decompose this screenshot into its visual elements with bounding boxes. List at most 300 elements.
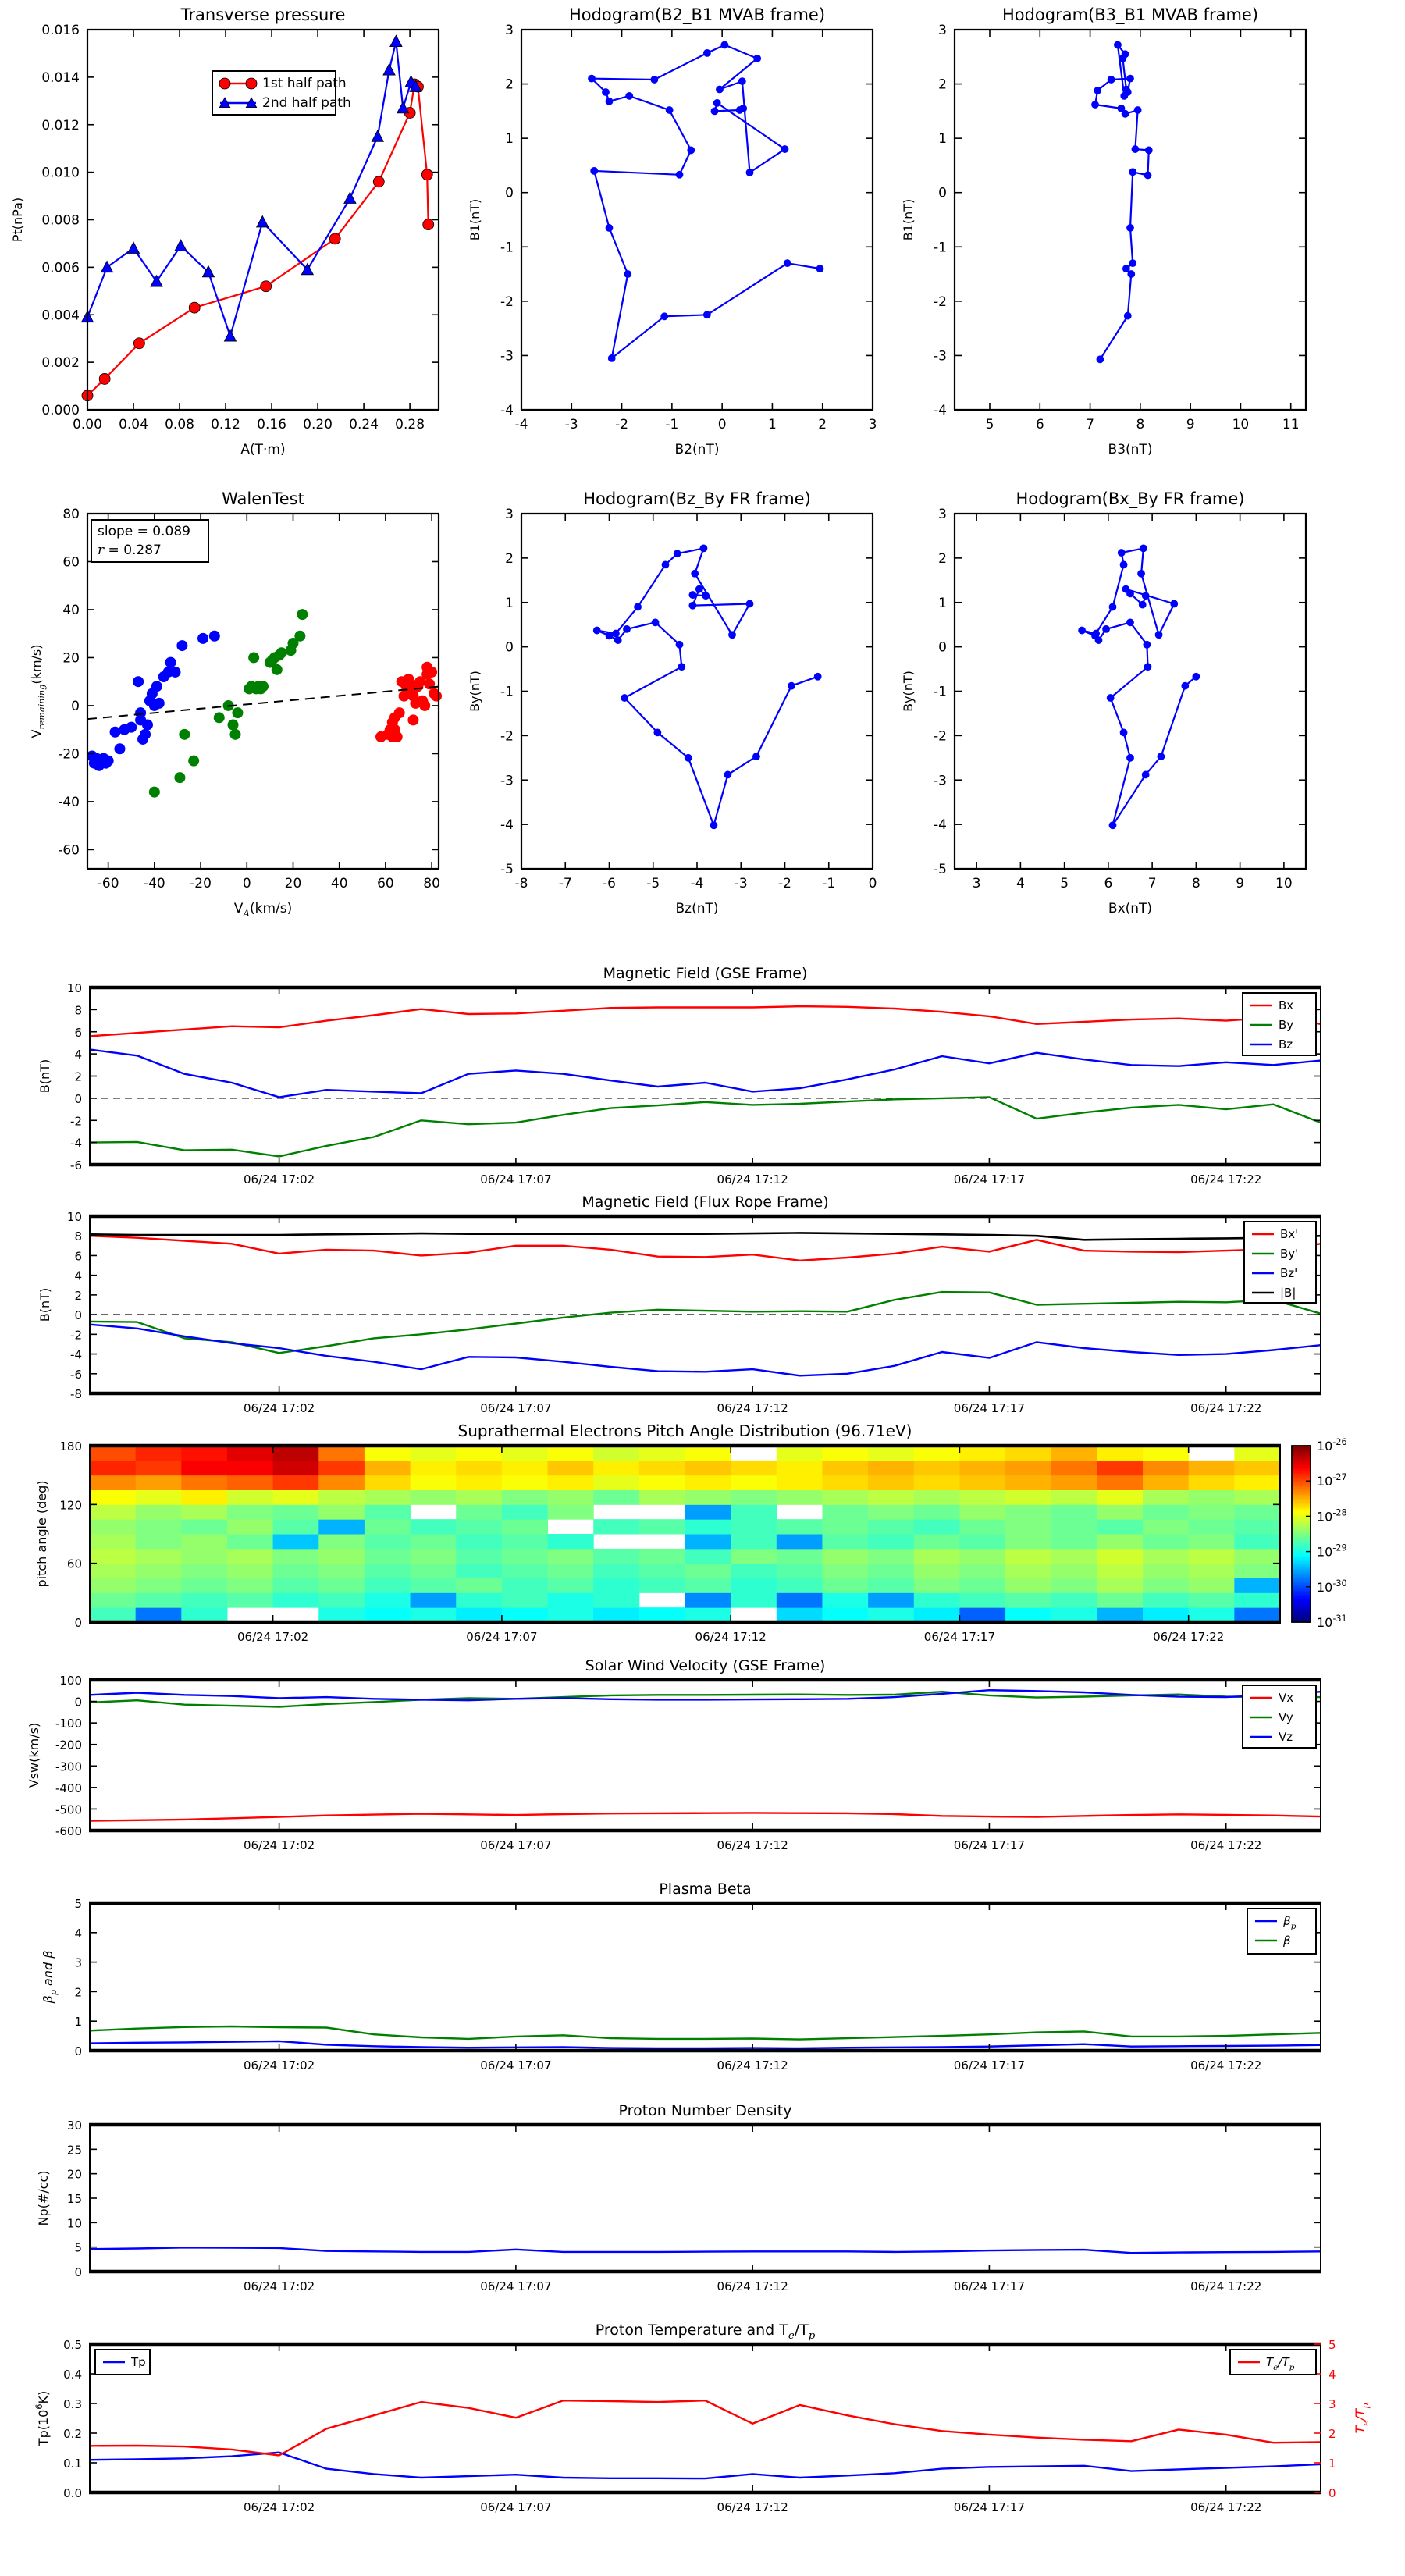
heatmap-cell [411, 1592, 457, 1607]
heatmap-cell [1143, 1504, 1189, 1519]
heatmap-cell [181, 1519, 227, 1534]
heatmap-cell [136, 1592, 182, 1607]
chart-title: Proton Temperature and $T_e/T_p$ [595, 2322, 816, 2342]
heatmap-cell [1097, 1549, 1143, 1564]
heatmap-cell [273, 1461, 319, 1475]
scatter-point [151, 681, 162, 692]
heatmap-cell [868, 1549, 914, 1564]
heatmap-cell [365, 1607, 411, 1622]
circle-marker [603, 89, 610, 96]
heatmap-cell [593, 1578, 639, 1593]
heatmap-cell [685, 1578, 731, 1593]
heatmap-cell [959, 1461, 1005, 1475]
y-tick-label: 30 [66, 2119, 82, 2133]
heatmap-cell [639, 1607, 685, 1622]
heatmap-cell [318, 1564, 365, 1578]
heatmap-cell [1097, 1534, 1143, 1549]
heatmap-cell [777, 1564, 823, 1578]
series-beta [90, 2026, 1321, 2040]
heatmap-cell [1005, 1490, 1051, 1505]
heatmap-cell [1234, 1592, 1280, 1607]
circle-marker [1129, 260, 1136, 267]
x-tick-label: 5 [1060, 876, 1069, 891]
heatmap-cell [822, 1607, 868, 1622]
heatmap-cell [593, 1446, 639, 1461]
y-tick-label: 3 [505, 507, 514, 522]
heatmap-cell [593, 1490, 639, 1505]
heatmap-cell [1097, 1504, 1143, 1519]
legend-label: 2nd half path [262, 95, 351, 111]
series-Vx [90, 1813, 1321, 1820]
heatmap-cell [365, 1578, 411, 1593]
circle-marker [1122, 86, 1129, 93]
heatmap-cell [456, 1490, 502, 1505]
circle-marker [589, 75, 596, 82]
x-tick-label: 06/24 17:02 [243, 1838, 315, 1852]
circle-marker [729, 632, 736, 639]
heatmap-cell [1005, 1578, 1051, 1593]
circle-marker [606, 632, 613, 639]
y-tick-label: 2 [74, 1069, 82, 1084]
scatter-middle-interval [149, 609, 308, 798]
heatmap-cell [685, 1475, 731, 1490]
heatmap-cell [731, 1475, 777, 1490]
scatter-point [294, 631, 305, 642]
heatmap-cell [777, 1490, 823, 1505]
series-B3_B1 path [1095, 45, 1149, 360]
series-Te/Tp [90, 2400, 1321, 2455]
heatmap-cell [502, 1607, 548, 1622]
heatmap-cell [90, 1490, 136, 1505]
y-tick-label: 0.0 [63, 2486, 82, 2500]
circle-marker [1139, 601, 1146, 608]
x-tick-label: -8 [514, 876, 528, 891]
heatmap-cell [1005, 1475, 1051, 1490]
heatmap-cell [90, 1446, 136, 1461]
scatter-point [297, 609, 308, 620]
x-tick-label: 06/24 17:22 [1190, 1838, 1262, 1852]
series-Bx_By path [1082, 548, 1196, 825]
heatmap-cell [1005, 1446, 1051, 1461]
scatter-point [188, 756, 199, 767]
y-tick-label: -8 [70, 1387, 82, 1401]
circle-marker [674, 550, 681, 557]
heatmap-cell [365, 1504, 411, 1519]
scatter-point [431, 691, 442, 702]
y-tick-label: -1 [934, 240, 947, 256]
x-axis-label: Bx(nT) [1108, 901, 1153, 916]
annotation-box [91, 520, 208, 562]
x-tick-label: 06/24 17:12 [717, 2500, 788, 2514]
colorbar-tick-label: $10^{-28}$ [1317, 1507, 1347, 1525]
x-tick-label: 06/24 17:07 [480, 1838, 552, 1852]
circle-marker [1108, 76, 1115, 84]
heatmap-cell [136, 1490, 182, 1505]
y-tick-label: -2 [70, 1114, 82, 1129]
y-tick-label: -100 [55, 1717, 82, 1731]
heatmap-cell [777, 1534, 823, 1549]
heatmap-cell [1005, 1461, 1051, 1475]
heatmap-cell [777, 1607, 823, 1622]
heatmap-cell [318, 1578, 365, 1593]
legend [212, 71, 351, 115]
heatmap-cell [822, 1549, 868, 1564]
heatmap-cell [181, 1475, 227, 1490]
y-tick-label: 3 [938, 507, 947, 522]
y-tick-label: -2 [70, 1328, 82, 1343]
x-tick-label: 06/24 17:17 [953, 2500, 1026, 2514]
heatmap-cell [639, 1578, 685, 1593]
heatmap-cell [548, 1475, 594, 1490]
x-tick-label: 9 [1236, 876, 1245, 891]
circle-marker [1120, 561, 1127, 568]
heatmap-cell [318, 1475, 365, 1490]
legend-label: Bx' [1280, 1227, 1299, 1241]
panel-magnetic-field-flux-rope [37, 1194, 1321, 1415]
y-tick-label: -200 [55, 1738, 82, 1752]
circle-marker [219, 78, 230, 89]
scatter-point [126, 722, 137, 733]
panel-walen-test [29, 489, 442, 919]
heatmap-cell [1051, 1461, 1097, 1475]
heatmap-cell [273, 1564, 319, 1578]
y-tick-label: 0.1 [63, 2457, 82, 2471]
legend-box [1247, 1909, 1316, 1954]
x-tick-label: 06/24 17:07 [480, 1172, 552, 1187]
y-tick-label: 0.016 [41, 23, 80, 38]
scatter-point [419, 700, 430, 711]
circle-marker [666, 106, 673, 113]
x-tick-label: 06/24 17:12 [717, 2058, 788, 2073]
scatter-point [272, 664, 283, 675]
heatmap-cell [1234, 1461, 1280, 1475]
y-tick-label: 0 [74, 2265, 82, 2279]
scatter-point [197, 633, 208, 644]
heatmap-cell [731, 1549, 777, 1564]
circle-marker [1128, 271, 1135, 278]
x-tick-label: -40 [143, 876, 165, 891]
heatmap-cell [411, 1564, 457, 1578]
heatmap-cell [90, 1607, 136, 1622]
circle-marker [716, 86, 723, 93]
circle-marker [1144, 172, 1151, 179]
y-tick-label: 60 [62, 554, 80, 571]
heatmap-cell [914, 1461, 960, 1475]
circle-marker [651, 76, 658, 84]
scatter-point [154, 698, 165, 709]
heatmap-cell [227, 1519, 273, 1534]
circle-marker [652, 619, 659, 626]
heatmap-cell [456, 1607, 502, 1622]
heatmap-cell [411, 1490, 457, 1505]
heatmap-cell [365, 1490, 411, 1505]
x-tick-label: 8 [1136, 417, 1145, 432]
scatter-point [114, 743, 125, 754]
y-tick-label: 0.4 [63, 2368, 82, 2382]
y-tick-label: -300 [55, 1759, 82, 1774]
heatmap-cell [548, 1534, 594, 1549]
y-tick-label: 0 [71, 698, 80, 714]
y-tick-label: 3 [938, 23, 947, 38]
y-tick-label: 0.004 [41, 308, 80, 324]
heatmap-cell [136, 1534, 182, 1549]
y-tick-label: 1 [505, 595, 514, 611]
y-tick-label: 2 [938, 550, 947, 567]
heatmap-cell [1051, 1475, 1097, 1490]
heatmap-cell [1051, 1592, 1097, 1607]
heatmap-cell [593, 1607, 639, 1622]
y-tick-label: 2 [74, 1288, 82, 1303]
heatmap-cell [822, 1592, 868, 1607]
y-tick-label: 10 [66, 2216, 82, 2231]
y-tick-label: -400 [55, 1781, 82, 1795]
heatmap-cell [1189, 1461, 1235, 1475]
circle-marker [1144, 641, 1151, 648]
heatmap-cell [1189, 1592, 1235, 1607]
heatmap-cell [1234, 1549, 1280, 1564]
heatmap-cell [411, 1578, 457, 1593]
heatmap-cell [456, 1534, 502, 1549]
triangle-marker [175, 240, 187, 251]
x-tick-label: -60 [97, 876, 119, 891]
chart-title: Plasma Beta [659, 1880, 752, 1898]
heatmap-cell [685, 1461, 731, 1475]
legend-label: By [1279, 1018, 1294, 1032]
heatmap-cell [273, 1475, 319, 1490]
heatmap-cell [822, 1461, 868, 1475]
heatmap-cell [273, 1504, 319, 1519]
circle-marker [329, 233, 340, 244]
heatmap-cell [1143, 1534, 1189, 1549]
x-tick-label: 06/24 17:17 [953, 2058, 1026, 2073]
heatmap-cell [959, 1475, 1005, 1490]
x-tick-label: 4 [1016, 876, 1025, 891]
circle-marker [1124, 312, 1131, 319]
panel-transverse-pressure [10, 5, 439, 457]
heatmap-cell [959, 1592, 1005, 1607]
heatmap-cell [456, 1564, 502, 1578]
y-tick-label: -5 [500, 862, 514, 877]
scatter-point [276, 647, 287, 658]
circle-marker [700, 545, 707, 552]
y-tick-label: 2 [74, 1985, 82, 2000]
series-Np [90, 2247, 1321, 2253]
heatmap-cell [593, 1549, 639, 1564]
y-tick-label: 0 [74, 1308, 82, 1323]
y-tick-label: 0 [505, 639, 514, 656]
x-tick-label: 06/24 17:02 [243, 2279, 315, 2293]
heatmap-cell [227, 1564, 273, 1578]
y-axis-label: $Tp(10^6K)$ [34, 2390, 51, 2446]
y-tick-label: 40 [62, 602, 80, 618]
heatmap-cell [502, 1534, 548, 1549]
circle-marker [1118, 550, 1125, 557]
heatmap-cell [822, 1578, 868, 1593]
heatmap-cell [1005, 1592, 1051, 1607]
heatmap-cell [181, 1607, 227, 1622]
scatter-first-interval [87, 631, 220, 771]
heatmap-cell [959, 1549, 1005, 1564]
heatmap-cell [1189, 1534, 1235, 1549]
y-axis-label: B1(nT) [468, 198, 482, 241]
heatmap-cell [90, 1504, 136, 1519]
heatmap-cell [181, 1592, 227, 1607]
heatmap-cell [959, 1534, 1005, 1549]
heatmap-cell [1097, 1446, 1143, 1461]
x-tick-label: 0.04 [119, 417, 148, 432]
legend-label: Vz [1279, 1730, 1293, 1744]
x-tick-label: 0 [242, 876, 251, 891]
circle-marker [784, 260, 791, 267]
circle-marker [703, 49, 710, 56]
circle-marker [1132, 146, 1139, 153]
y-tick-label: 0.002 [41, 355, 80, 372]
y-tick-label: 0.008 [41, 212, 80, 229]
heatmap-cell [411, 1534, 457, 1549]
legend-label: Bx [1279, 998, 1294, 1012]
y-tick-label: 60 [66, 1557, 82, 1571]
heatmap-cell [411, 1475, 457, 1490]
heatmap-cell [1051, 1549, 1097, 1564]
x-tick-label: -2 [615, 417, 629, 432]
heatmap-cell [914, 1564, 960, 1578]
heatmap-cell [227, 1446, 273, 1461]
circle-marker [676, 171, 683, 178]
y-tick-label: 4 [74, 1926, 82, 1941]
heatmap-cell [136, 1549, 182, 1564]
heatmap-cell [456, 1446, 502, 1461]
scatter-point [229, 729, 240, 740]
circle-marker [703, 311, 710, 318]
y-tick-label: 6 [74, 1025, 82, 1040]
x-tick-label: 06/24 17:12 [717, 1172, 788, 1187]
y-tick-label: 5 [74, 2240, 82, 2255]
x-tick-label: 06/24 17:12 [695, 1630, 767, 1644]
heatmap-cell [90, 1549, 136, 1564]
y-tick-label: 3 [74, 1955, 82, 1970]
heatmap-cell [365, 1519, 411, 1534]
circle-marker [1079, 627, 1086, 634]
heatmap-cell [502, 1504, 548, 1519]
chart-title: Hodogram(Bx_By FR frame) [1016, 489, 1245, 508]
x-tick-label: 1 [768, 417, 777, 432]
heatmap-cell [136, 1446, 182, 1461]
circle-marker [621, 695, 628, 702]
x-tick-label: 6 [1104, 876, 1113, 891]
heatmap-cell [1097, 1578, 1143, 1593]
heatmap-cell [548, 1592, 594, 1607]
triangle-marker [101, 261, 112, 272]
legend-label: β [1283, 1934, 1291, 1948]
heatmap-cell [777, 1519, 823, 1534]
y-tick-label: -2 [934, 294, 947, 310]
heatmap-cell [90, 1534, 136, 1549]
y-tick-label: 0.006 [41, 260, 80, 276]
heatmap-cell [456, 1592, 502, 1607]
triangle-marker [372, 130, 383, 141]
heatmap-cell [1189, 1578, 1235, 1593]
heatmap-cell [411, 1607, 457, 1622]
heatmap-cell [411, 1519, 457, 1534]
circle-marker [423, 219, 434, 230]
circle-marker [1092, 101, 1099, 109]
series-Bz [90, 1050, 1321, 1098]
heatmap-cell [548, 1461, 594, 1475]
x-axis-label: A(T·m) [240, 442, 286, 457]
heatmap-cell [822, 1564, 868, 1578]
heatmap-cell [181, 1578, 227, 1593]
heatmap-cell [90, 1564, 136, 1578]
heatmap-cell [822, 1534, 868, 1549]
heatmap-cell [548, 1504, 594, 1519]
x-tick-label: 10 [1232, 417, 1250, 432]
y-tick-label: 0 [74, 1616, 82, 1630]
heatmap-cell [1051, 1519, 1097, 1534]
y-tick-label: 0.014 [41, 69, 80, 86]
heatmap-cell [273, 1446, 319, 1461]
heatmap-cell [731, 1564, 777, 1578]
circle-marker [614, 637, 621, 644]
heatmap-cell [1051, 1564, 1097, 1578]
y-tick-label: 1 [74, 2015, 82, 2030]
circle-marker [688, 147, 695, 154]
circle-marker [738, 78, 745, 85]
scatter-point [232, 707, 243, 718]
x-tick-label: 0 [868, 876, 877, 891]
heatmap-cell [1143, 1564, 1189, 1578]
heatmap-cell [731, 1504, 777, 1519]
chart-title: Hodogram(Bz_By FR frame) [583, 489, 811, 508]
circle-marker [133, 338, 144, 349]
legend-label: Tp [131, 2355, 146, 2369]
circle-marker [713, 99, 720, 106]
legend-label: 1st half path [262, 76, 347, 91]
heatmap-cell [1097, 1490, 1143, 1505]
heatmap-cell [1005, 1549, 1051, 1564]
annotation-line: slope = 0.089 [98, 524, 190, 539]
scatter-point [165, 657, 176, 668]
x-tick-label: 6 [1035, 417, 1044, 432]
heatmap-cell [1189, 1475, 1235, 1490]
scatter-point [170, 667, 181, 678]
x-tick-label: 06/24 17:17 [923, 1630, 996, 1644]
y-tick-label: 2 [938, 76, 947, 93]
heatmap-cell [548, 1490, 594, 1505]
y-tick-label: 0 [74, 1695, 82, 1710]
x-tick-label: 06/24 17:07 [480, 2500, 552, 2514]
right-tick-label: 3 [1329, 2397, 1336, 2411]
circle-marker [1182, 682, 1189, 689]
heatmap-cell [1143, 1461, 1189, 1475]
heatmap-cell [1189, 1519, 1235, 1534]
heatmap-cell [548, 1564, 594, 1578]
y-tick-label: -5 [934, 862, 947, 877]
circle-marker [593, 627, 600, 634]
heatmap-cell [181, 1461, 227, 1475]
heatmap-cell [777, 1475, 823, 1490]
y-axis-label: Pt(nPa) [10, 197, 25, 243]
circle-marker [1121, 92, 1128, 99]
panel-proton-number-density [36, 2102, 1321, 2293]
y-tick-label: -500 [55, 1802, 82, 1817]
heatmap-cell [1051, 1578, 1097, 1593]
y-tick-label: -4 [500, 403, 514, 418]
heatmap-cell [502, 1592, 548, 1607]
circle-marker [1155, 632, 1162, 639]
scatter-point [209, 631, 220, 642]
triangle-marker [224, 330, 236, 341]
colorbar-tick-label: $10^{-26}$ [1317, 1437, 1347, 1453]
